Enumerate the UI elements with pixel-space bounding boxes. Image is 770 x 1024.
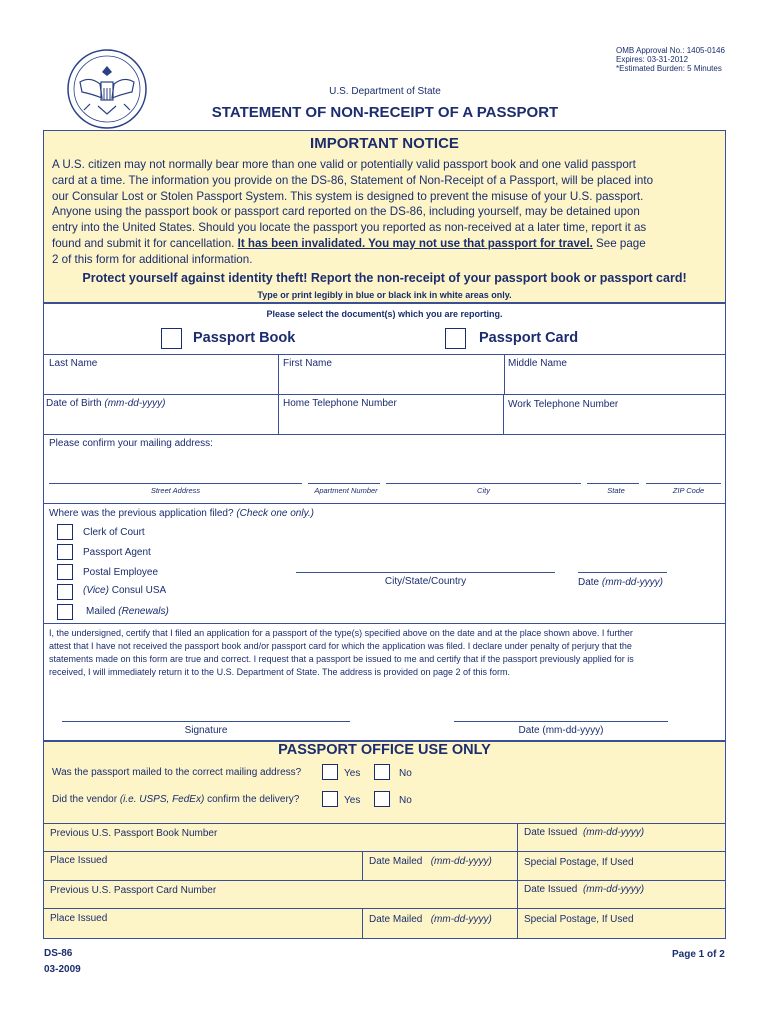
work-phone-field[interactable]: [504, 413, 725, 433]
notice-line6-pre: found and submit it for cancellation.: [52, 236, 238, 250]
passport-agent-label: Passport Agent: [83, 547, 151, 558]
postal-employee-checkbox[interactable]: [57, 564, 73, 580]
zip-field[interactable]: [646, 462, 721, 482]
mailed-label: [86, 606, 169, 617]
notice-heading: IMPORTANT NOTICE: [310, 135, 459, 152]
vendor-confirm-hint: (i.e. USPS, FedEx): [119, 794, 205, 805]
office-use-heading: PASSPORT OFFICE USE ONLY: [278, 742, 491, 758]
notice-line: 2 of this form for additional information.: [52, 252, 253, 266]
card-number-label: Previous U.S. Passport Card Number: [50, 885, 217, 896]
work-phone-label: Work Telephone Number: [508, 399, 619, 410]
mailed-correct-no-checkbox[interactable]: [374, 764, 390, 780]
mailed-correct-no-label: No: [399, 768, 412, 779]
dob-field[interactable]: [44, 411, 277, 433]
clerk-of-court-label: Clerk of Court: [83, 527, 145, 538]
book-place-issued-label: Place Issued: [50, 855, 108, 866]
notice-text: [52, 157, 653, 268]
consul-checkbox[interactable]: [57, 584, 73, 600]
apartment-field[interactable]: [308, 462, 380, 482]
home-phone-field[interactable]: [279, 411, 502, 433]
dob-label-text: Date of Birth: [46, 398, 102, 409]
signature-date-field[interactable]: [454, 700, 668, 720]
middle-name-field[interactable]: [505, 370, 725, 392]
vendor-confirm-no-label: No: [399, 795, 412, 806]
dob-label: [46, 398, 165, 409]
notice-line: Anyone using the passport book or passport card reported on the DS-86, including yourself, may be detained upon: [52, 205, 640, 219]
vendor-confirm-pre: Did the vendor: [52, 794, 120, 805]
signature-caption: Signature: [184, 725, 228, 736]
first-name-field[interactable]: [279, 370, 503, 392]
mailed-text: Mailed: [86, 606, 119, 617]
invalidated-warning: It has been invalidated. You may not use that passport for travel.: [237, 236, 593, 250]
identity-theft-warning: Protect yourself against identity theft! Report the non-receipt of your passport book or passport card!: [82, 271, 687, 285]
certification-line: I, the undersigned, certify that I filed an application for a passport of the type(s) specified above on the date and at the place shown above. I further: [49, 628, 633, 638]
city-caption: City: [477, 486, 490, 495]
passport-book-checkbox[interactable]: [161, 328, 182, 349]
first-name-label: First Name: [283, 358, 332, 369]
book-date-mailed-text: Date Mailed: [369, 856, 423, 867]
city-state-country-field[interactable]: [296, 553, 555, 571]
certification-line: statements made on this form are true and correct. I request that a passport be issued to me and certify that if the passport previously applied for is: [49, 654, 634, 664]
notice-line: [52, 236, 653, 252]
omb-burden: *Estimated Burden: 5 Minutes: [616, 64, 722, 73]
card-date-issued-text: Date Issued: [524, 884, 578, 895]
page-number: Page 1 of 2: [672, 949, 725, 960]
book-date-mailed-format: (mm-dd-yyyy): [430, 856, 492, 867]
dob-format: (mm-dd-yyyy): [104, 398, 166, 409]
book-number-label: Previous U.S. Passport Book Number: [50, 828, 218, 839]
application-question-hint: (Check one only.): [236, 508, 314, 519]
application-date-field[interactable]: [578, 553, 667, 571]
consul-prefix: (Vice): [83, 585, 109, 596]
application-question: [49, 508, 314, 519]
passport-book-label: Passport Book: [193, 330, 296, 346]
card-date-mailed-format: (mm-dd-yyyy): [430, 914, 492, 925]
middle-name-label: Middle Name: [508, 358, 567, 369]
notice-line: entry into the United States. Should you locate the passport you reported as non-received at a later time, report it as: [52, 221, 647, 235]
book-date-issued-text: Date Issued: [524, 827, 578, 838]
certification-line: attest that I have not received the passport book and/or passport card for which the application was filed. I declare under penalty of perjury that the: [49, 641, 632, 651]
vendor-confirm-yes-label: Yes: [344, 795, 361, 806]
card-place-issued-label: Place Issued: [50, 913, 108, 924]
postal-employee-label: Postal Employee: [83, 567, 159, 578]
passport-card-label: Passport Card: [479, 330, 579, 346]
page-title: STATEMENT OF NON-RECEIPT OF A PASSPORT: [211, 104, 559, 121]
certification-line: received, I will immediately return it to the U.S. Department of State. The address is provided on page 2 of this form.: [49, 667, 511, 677]
street-address-field[interactable]: [49, 462, 302, 482]
application-date-label: Date: [578, 577, 600, 588]
mailed-correct-yes-label: Yes: [344, 768, 361, 779]
mailed-correct-yes-checkbox[interactable]: [322, 764, 338, 780]
vendor-confirm-no-checkbox[interactable]: [374, 791, 390, 807]
mailed-checkbox[interactable]: [57, 604, 73, 620]
book-special-postage-label: Special Postage, If Used: [524, 857, 634, 868]
application-date-format: (mm-dd-yyyy): [601, 577, 664, 588]
book-date-issued-format: (mm-dd-yyyy): [582, 827, 645, 838]
mailed-correct-question: Was the passport mailed to the correct mailing address?: [52, 767, 302, 778]
notice-line: card at a time. The information you provide on the DS-86, Statement of Non-Receipt of a Passport, will be placed into: [52, 173, 654, 187]
department-name: U.S. Department of State: [329, 86, 441, 97]
card-date-issued-format: (mm-dd-yyyy): [582, 884, 645, 895]
card-special-postage-label: Special Postage, If Used: [524, 914, 634, 925]
doc-select-instruction: Please select the document(s) which you are reporting.: [266, 309, 503, 319]
city-field[interactable]: [386, 462, 581, 482]
card-date-mailed-text: Date Mailed: [369, 914, 423, 925]
confirm-address-label: Please confirm your mailing address:: [49, 438, 213, 449]
book-date-issued-label: [524, 827, 644, 838]
signature-date-caption: Date (mm-dd-yyyy): [518, 725, 604, 736]
vendor-confirm-question: [52, 794, 299, 805]
notice-line6-post: See page: [592, 236, 646, 250]
apartment-caption: Apartment Number: [314, 486, 378, 495]
last-name-field[interactable]: [44, 370, 277, 392]
consul-label: [83, 585, 166, 596]
omb-approval: OMB Approval No.: 1405-0146: [616, 46, 725, 55]
omb-expires: Expires: 03-31-2012: [616, 55, 689, 64]
notice-line: A U.S. citizen may not normally bear more than one valid or potentially valid passport book and one valid passport: [52, 158, 636, 171]
consul-text: Consul USA: [108, 585, 167, 596]
application-date-caption: [578, 577, 663, 588]
mailed-hint: (Renewals): [118, 606, 169, 617]
application-question-text: Where was the previous application filed?: [49, 508, 234, 519]
vendor-confirm-post: confirm the delivery?: [204, 794, 300, 805]
passport-agent-checkbox[interactable]: [57, 544, 73, 560]
ink-instruction: Type or print legibly in blue or black ink in white areas only.: [257, 290, 512, 300]
form-number: DS-86: [44, 948, 73, 959]
last-name-label: Last Name: [49, 358, 98, 369]
signature-field[interactable]: [62, 700, 350, 720]
home-phone-label: Home Telephone Number: [283, 398, 397, 409]
card-date-issued-label: [524, 884, 644, 895]
state-caption: State: [607, 486, 625, 495]
city-state-country-caption: City/State/Country: [384, 576, 467, 587]
form-date: 03-2009: [44, 964, 81, 975]
book-date-mailed-label: [369, 856, 492, 867]
clerk-of-court-checkbox[interactable]: [57, 524, 73, 540]
card-date-mailed-label: [369, 914, 492, 925]
passport-card-checkbox[interactable]: [445, 328, 466, 349]
street-address-caption: Street Address: [150, 486, 201, 495]
state-field[interactable]: [587, 462, 639, 482]
vendor-confirm-yes-checkbox[interactable]: [322, 791, 338, 807]
zip-caption: ZIP Code: [672, 486, 705, 495]
notice-line: our Consular Lost or Stolen Passport System. This system is designed to prevent the misuse of your U.S. passport.: [52, 189, 644, 203]
certification-text: [49, 627, 634, 679]
